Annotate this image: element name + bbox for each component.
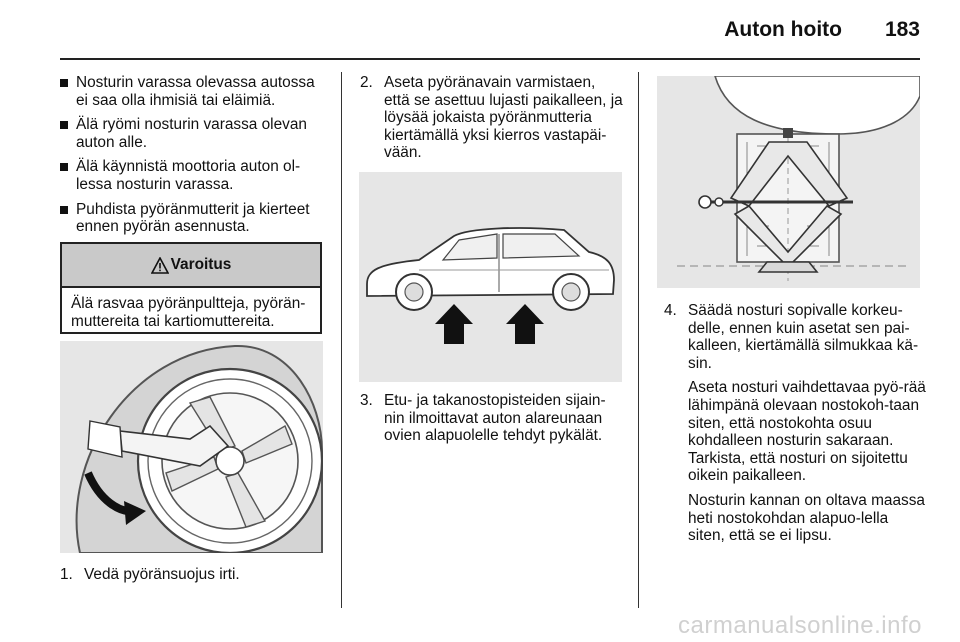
paragraph: Nosturin kannan on oltava maassa heti nostokohdan alapuo-lella siten, että se ei lipsu. [688, 491, 925, 545]
page-number: 183 [884, 18, 920, 41]
step-text: Säädä nosturi sopivalle korkeu-delle, ennen kuin asetat sen pai-kalleen, kiertämällä silmukkaa kä-sin. [688, 302, 919, 372]
wheel-cover-illustration [60, 341, 323, 553]
warning-header [62, 244, 320, 288]
step-text: Aseta pyöränavain varmistaen, että se asettuu lujasti paikalleen, ja löysää jokaista pyöränmutteria kiertämällä yksi kierros vastapäi-vään. [384, 74, 623, 162]
warning-title: Varoitus [170, 256, 232, 273]
column-divider [638, 72, 639, 608]
warning-text: Älä rasvaa pyöränpultteja, pyörän-muttereita tai kartiomuttereita. [71, 295, 306, 330]
warning-box [60, 242, 322, 334]
column-divider [341, 72, 342, 608]
step-number: 2. [360, 74, 373, 91]
header-rule [60, 58, 920, 60]
paragraph: Aseta nosturi vaihdettavaa pyö-rää lähimpänä olevaan nostokoh-taan siten, että nostokohta osuu kohdalleen nosturin sakaraan. Tarkista, että nosturi on sijoitettu oikein paikalleen. [688, 379, 926, 485]
jack-placement-illustration [657, 76, 920, 288]
step-number: 1. [60, 566, 73, 583]
section-title: Auton hoito [724, 18, 842, 41]
bullet-icon [60, 79, 68, 87]
bullet-icon [60, 163, 68, 171]
step-text: Vedä pyöränsuojus irti. [84, 566, 240, 583]
step-number: 4. [664, 302, 677, 319]
warning-triangle-icon [151, 257, 169, 274]
bullet-item: Nosturin varassa olevassa autossa ei saa olla ihmisiä tai eläimiä. [60, 74, 330, 109]
step-number: 3. [360, 392, 373, 409]
column-1 [60, 74, 330, 243]
step-4 [664, 302, 926, 545]
watermark-url: carmanualsonline.info [678, 612, 922, 639]
bullet-icon [60, 121, 68, 129]
step-text: Etu- ja takanostopisteiden sijain-nin ilmoittavat auton alareunaan ovien alapuolelle tehdyt pykälät. [384, 392, 606, 445]
car-lift-points-illustration [359, 172, 622, 382]
bullet-item: Puhdista pyöränmutterit ja kierteet ennen pyörän asennusta. [60, 201, 330, 236]
bullet-item: Älä käynnistä moottoria auton ol-lessa nosturin varassa. [60, 158, 330, 193]
step-1 [60, 566, 330, 584]
bullet-icon [60, 206, 68, 214]
step-3 [360, 392, 624, 445]
bullet-item: Älä ryömi nosturin varassa olevan auton alle. [60, 116, 330, 151]
step-2 [360, 74, 624, 162]
